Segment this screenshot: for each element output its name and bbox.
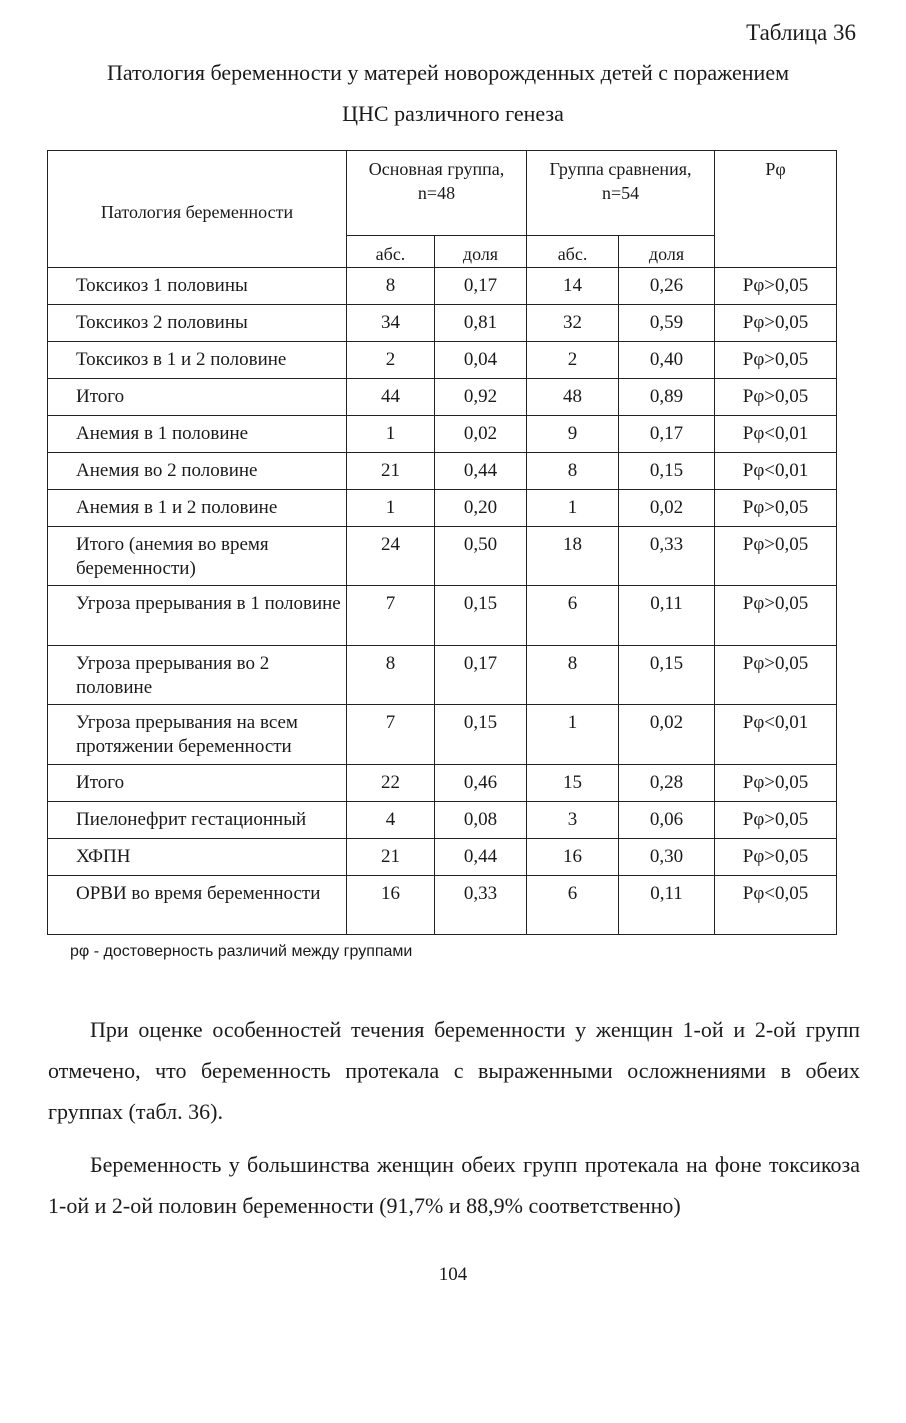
paragraph-2-text: Беременность у большинства женщин обеих групп протекала на фоне токсикоза 1-ой и 2-ой половин беременности (91,7% и 88,9% соответственно) <box>48 1152 860 1218</box>
paragraph-2 <box>48 1144 860 1226</box>
p-value-cell: Рφ>0,05 <box>715 342 837 379</box>
comparison-share-cell: 0,59 <box>619 305 715 342</box>
main-abs-cell: 22 <box>347 765 435 802</box>
p-value-cell: Рφ<0,01 <box>715 705 837 765</box>
main-abs-cell: 4 <box>347 802 435 839</box>
comparison-abs-cell: 32 <box>527 305 619 342</box>
row-name-cell: Токсикоз в 1 и 2 половине <box>48 342 347 379</box>
comparison-abs-cell: 3 <box>527 802 619 839</box>
row-name-cell: Итого <box>48 379 347 416</box>
comparison-abs-cell: 1 <box>527 490 619 527</box>
main-share-cell: 0,81 <box>435 305 527 342</box>
p-value-cell: Рφ<0,01 <box>715 416 837 453</box>
main-abs-cell: 7 <box>347 705 435 765</box>
comparison-share-cell: 0,02 <box>619 490 715 527</box>
p-value-cell: Рφ>0,05 <box>715 839 837 876</box>
main-share-cell: 0,46 <box>435 765 527 802</box>
main-share-cell: 0,17 <box>435 268 527 305</box>
main-share-cell: 0,33 <box>435 876 527 935</box>
row-name-cell: Анемия в 1 и 2 половине <box>48 490 347 527</box>
row-name-cell: Итого (анемия во время беременности) <box>48 527 347 586</box>
comparison-share-cell: 0,33 <box>619 527 715 586</box>
page-number: 104 <box>438 1264 468 1285</box>
table-row <box>48 268 837 305</box>
comparison-share-cell: 0,15 <box>619 646 715 705</box>
comparison-abs-cell: 9 <box>527 416 619 453</box>
table-row <box>48 839 837 876</box>
table-row <box>48 586 837 646</box>
main-abs-cell: 2 <box>347 342 435 379</box>
table-row <box>48 379 837 416</box>
comparison-share-cell: 0,28 <box>619 765 715 802</box>
table-row <box>48 527 837 586</box>
table-row <box>48 876 837 935</box>
p-value-cell: Рφ>0,05 <box>715 379 837 416</box>
comparison-abs-cell: 48 <box>527 379 619 416</box>
comparison-abs-cell: 15 <box>527 765 619 802</box>
comparison-share-cell: 0,15 <box>619 453 715 490</box>
comparison-share-cell: 0,02 <box>619 705 715 765</box>
main-abs-cell: 1 <box>347 490 435 527</box>
main-abs-cell: 24 <box>347 527 435 586</box>
main-abs-cell: 21 <box>347 839 435 876</box>
p-value-cell: Рφ>0,05 <box>715 268 837 305</box>
table-row <box>48 342 837 379</box>
main-share-cell: 0,50 <box>435 527 527 586</box>
row-name-cell: Угроза прерывания во 2 половине <box>48 646 347 705</box>
table-title-line-2: ЦНС различного генеза <box>342 101 564 126</box>
comparison-abs-cell: 6 <box>527 586 619 646</box>
row-name-cell: Итого <box>48 765 347 802</box>
table-row <box>48 490 837 527</box>
table-row <box>48 416 837 453</box>
header-main-abs: абс. <box>347 236 435 268</box>
main-share-cell: 0,44 <box>435 839 527 876</box>
paragraph-1-text: При оценке особенностей течения беременности у женщин 1-ой и 2-ой групп отмечено, что беременность протекала с выраженными осложнениями в обеих группах (табл. 36). <box>48 1017 860 1124</box>
comparison-abs-cell: 8 <box>527 646 619 705</box>
comparison-share-cell: 0,11 <box>619 876 715 935</box>
p-value-cell: Рφ>0,05 <box>715 490 837 527</box>
main-abs-cell: 8 <box>347 646 435 705</box>
table-label: Таблица 36 <box>746 20 856 45</box>
row-name-cell: Токсикоз 1 половины <box>48 268 347 305</box>
p-value-cell: Рφ<0,01 <box>715 453 837 490</box>
comparison-share-cell: 0,17 <box>619 416 715 453</box>
row-name-cell: Угроза прерывания на всем протяжении беременности <box>48 705 347 765</box>
header-comparison-group: Группа сравнения, n=54 <box>527 151 715 236</box>
row-name-cell: ХФПН <box>48 839 347 876</box>
table-row <box>48 765 837 802</box>
row-name-cell: Токсикоз 2 половины <box>48 305 347 342</box>
main-share-cell: 0,20 <box>435 490 527 527</box>
p-value-cell: Рφ>0,05 <box>715 305 837 342</box>
main-share-cell: 0,15 <box>435 586 527 646</box>
row-name-cell: Пиелонефрит гестационный <box>48 802 347 839</box>
comparison-share-cell: 0,40 <box>619 342 715 379</box>
comparison-abs-cell: 2 <box>527 342 619 379</box>
main-share-cell: 0,02 <box>435 416 527 453</box>
row-name-cell: Анемия в 1 половине <box>48 416 347 453</box>
main-abs-cell: 16 <box>347 876 435 935</box>
comparison-share-cell: 0,11 <box>619 586 715 646</box>
p-value-cell: Рφ>0,05 <box>715 527 837 586</box>
p-value-cell: Рφ>0,05 <box>715 646 837 705</box>
table-row <box>48 453 837 490</box>
main-share-cell: 0,17 <box>435 646 527 705</box>
main-share-cell: 0,04 <box>435 342 527 379</box>
table-row <box>48 802 837 839</box>
comparison-abs-cell: 1 <box>527 705 619 765</box>
header-main-share: доля <box>435 236 527 268</box>
comparison-share-cell: 0,26 <box>619 268 715 305</box>
row-name-cell: ОРВИ во время беременности <box>48 876 347 935</box>
table-row <box>48 646 837 705</box>
comparison-abs-cell: 14 <box>527 268 619 305</box>
main-share-cell: 0,44 <box>435 453 527 490</box>
comparison-share-cell: 0,30 <box>619 839 715 876</box>
row-name-cell: Угроза прерывания в 1 половине <box>48 586 347 646</box>
main-abs-cell: 21 <box>347 453 435 490</box>
main-share-cell: 0,08 <box>435 802 527 839</box>
header-pathology: Патология беременности <box>48 151 347 268</box>
table-footnote: рφ - достоверность различий между группами <box>70 943 413 960</box>
row-name-cell: Анемия во 2 половине <box>48 453 347 490</box>
header-comparison-abs: абс. <box>527 236 619 268</box>
main-abs-cell: 8 <box>347 268 435 305</box>
header-comparison-share: доля <box>619 236 715 268</box>
comparison-abs-cell: 18 <box>527 527 619 586</box>
p-value-cell: Рφ>0,05 <box>715 586 837 646</box>
p-value-cell: Рφ>0,05 <box>715 802 837 839</box>
header-p: Рφ <box>715 151 837 268</box>
paragraph-1 <box>48 1009 860 1132</box>
comparison-abs-cell: 8 <box>527 453 619 490</box>
table-row <box>48 305 837 342</box>
comparison-abs-cell: 6 <box>527 876 619 935</box>
comparison-share-cell: 0,06 <box>619 802 715 839</box>
main-abs-cell: 1 <box>347 416 435 453</box>
pathology-table <box>47 150 837 935</box>
main-abs-cell: 7 <box>347 586 435 646</box>
main-abs-cell: 44 <box>347 379 435 416</box>
comparison-share-cell: 0,89 <box>619 379 715 416</box>
comparison-abs-cell: 16 <box>527 839 619 876</box>
table-row <box>48 705 837 765</box>
p-value-cell: Рφ<0,05 <box>715 876 837 935</box>
main-share-cell: 0,92 <box>435 379 527 416</box>
p-value-cell: Рφ>0,05 <box>715 765 837 802</box>
main-share-cell: 0,15 <box>435 705 527 765</box>
main-abs-cell: 34 <box>347 305 435 342</box>
table-title-line-1: Патология беременности у матерей новорожденных детей с поражением <box>106 60 790 85</box>
header-main-group: Основная группа, n=48 <box>347 151 527 236</box>
